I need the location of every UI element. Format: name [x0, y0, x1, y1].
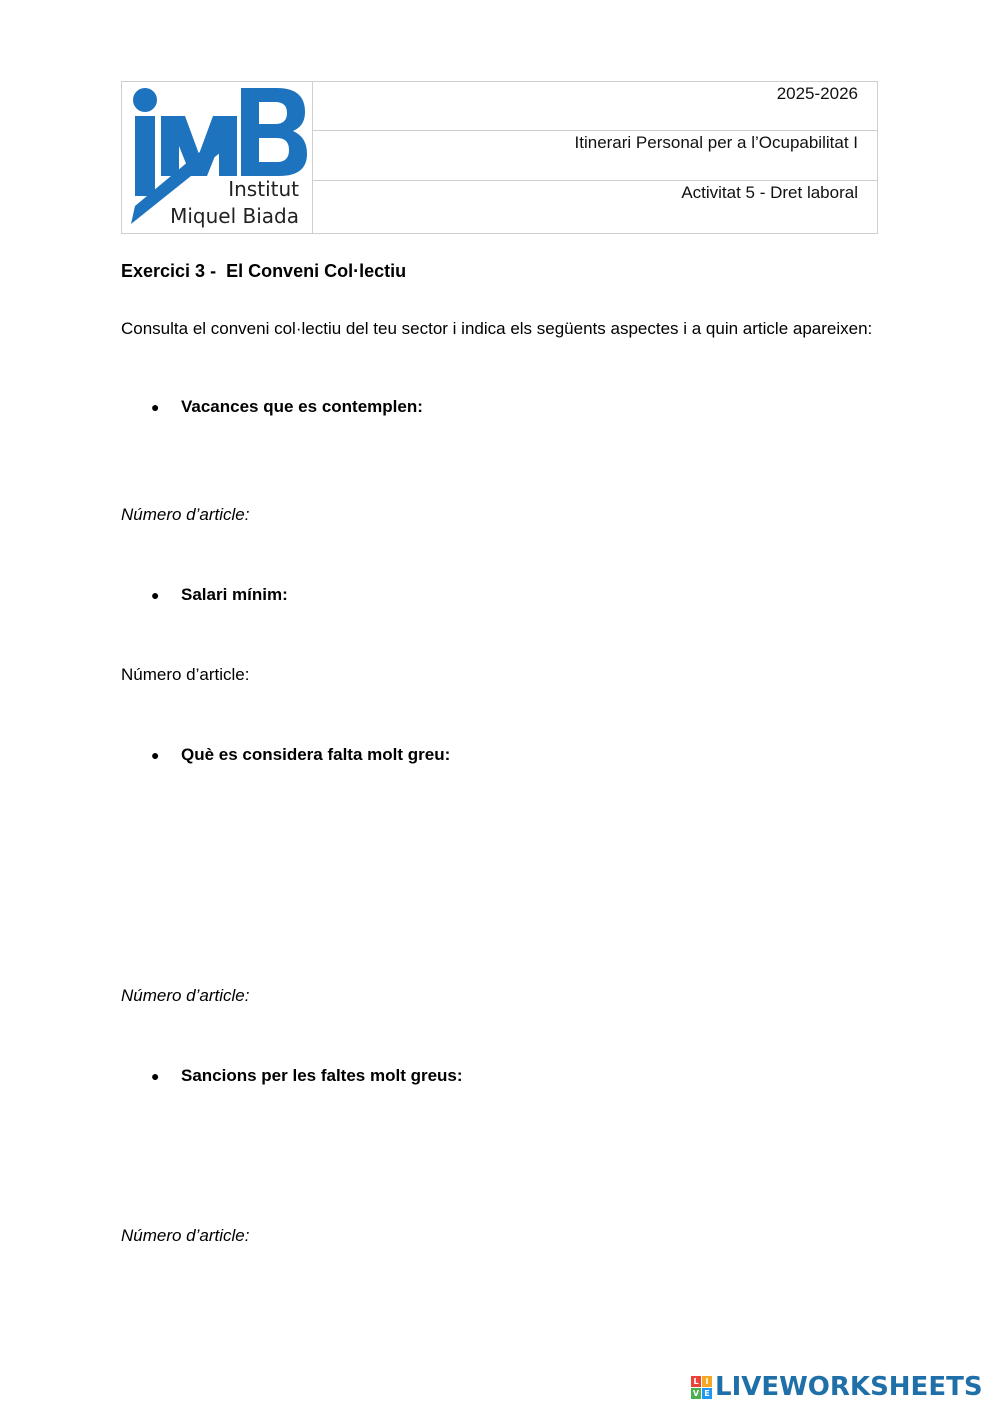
header-table [121, 81, 878, 234]
school-logo-mark [127, 84, 307, 230]
header-course: Itinerari Personal per a l’Ocupabilitat I [313, 131, 877, 181]
liveworksheets-brand: LIVEWORKSHEETS [715, 1372, 983, 1402]
article-number-label: Número d’article: [121, 505, 250, 524]
article-number-label: Número d’article: [121, 665, 250, 684]
question-item-sancions [151, 1066, 463, 1086]
header-info [313, 82, 877, 233]
bullet-icon: ● [151, 1068, 160, 1084]
school-logo [122, 82, 313, 233]
exercise-intro: Consulta el conveni col·lectiu del teu sector i indica els següents aspectes i a quin article apareixen: [121, 319, 873, 338]
question-item-salari [151, 585, 288, 605]
question-item-vacances [151, 397, 423, 417]
question-label: Vacances que es contemplen: [181, 397, 423, 416]
header-year: 2025-2026 [313, 82, 877, 131]
question-label: Sancions per les faltes molt greus: [181, 1066, 463, 1085]
exercise-title: Exercici 3 - El Conveni Col·lectiu [121, 261, 407, 281]
logo-text-name: Miquel Biada [170, 204, 299, 228]
article-number-label: Número d’article: [121, 986, 250, 1005]
question-item-falta-greu [151, 745, 450, 765]
liveworksheets-watermark [691, 1372, 983, 1402]
article-number-label: Número d’article: [121, 1226, 250, 1245]
question-label: Salari mínim: [181, 585, 288, 604]
header-activity: Activitat 5 - Dret laboral [681, 183, 858, 202]
bullet-icon: ● [151, 587, 160, 603]
question-label: Què es considera falta molt greu: [181, 745, 451, 764]
liveworksheets-logo-icon: L I V E [691, 1376, 712, 1399]
bullet-icon: ● [151, 747, 160, 763]
logo-text-institut: Institut [228, 177, 299, 201]
bullet-icon: ● [151, 399, 160, 415]
